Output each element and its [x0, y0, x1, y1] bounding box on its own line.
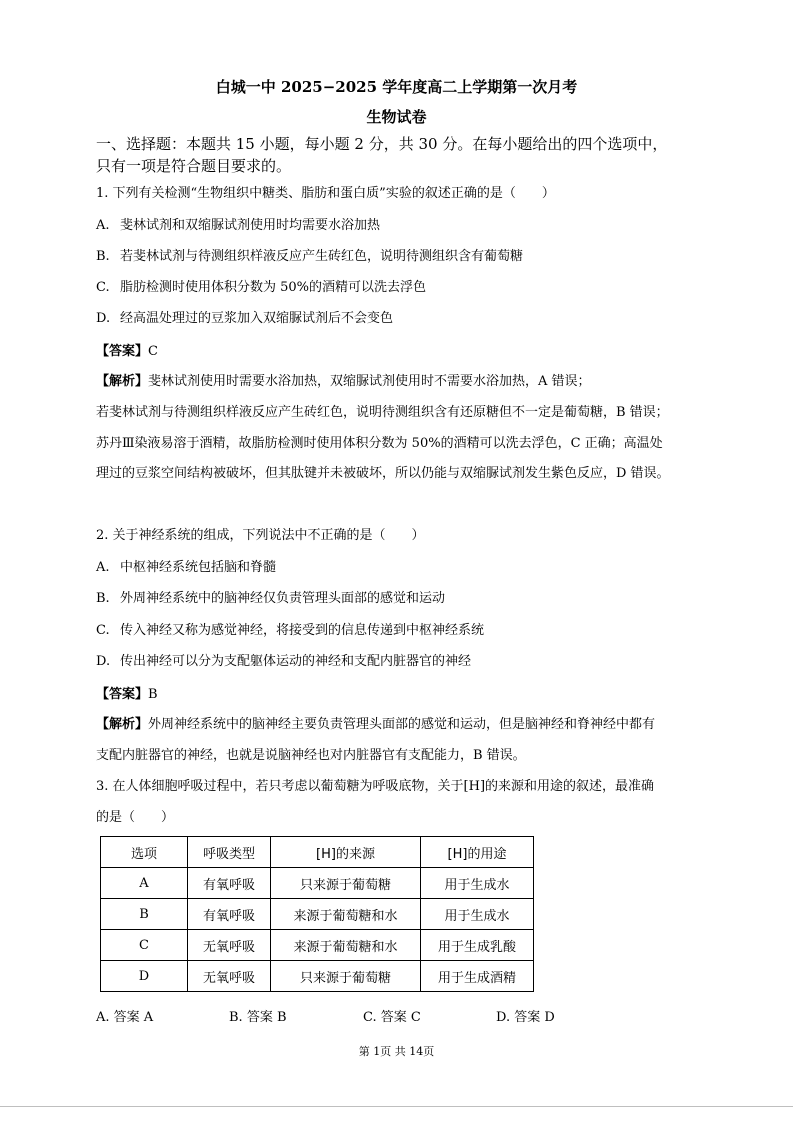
question-3-choice-a: A. 答案 A	[96, 1010, 154, 1025]
table-cell: C	[101, 930, 188, 961]
question-1-analysis-line4: 理过的豆浆空间结构被破坏，但其肽键并未被破坏，所以仍能与双缩脲试剂发生紫色反应，D 错误。	[96, 466, 670, 481]
option-label: B.	[96, 249, 110, 264]
table-header-cell: 呼吸类型	[188, 837, 271, 868]
analysis-label: 【解析】	[96, 374, 149, 389]
question-1-analysis-line1	[96, 370, 591, 389]
table-cell: 有氧呼吸	[188, 899, 271, 930]
analysis-label: 【解析】	[96, 717, 149, 732]
question-2-option-b	[96, 587, 445, 606]
table-cell: 用于生成水	[421, 868, 534, 899]
question-2-option-d	[96, 650, 471, 669]
option-label: C.	[96, 280, 110, 295]
analysis-text: 外周神经系统中的脑神经主要负责管理头面部的感觉和运动，但是脑神经和脊神经中都有	[148, 717, 656, 732]
question-2-option-c	[96, 619, 484, 638]
analysis-text: 斐林试剂使用时需要水浴加热，双缩脲试剂使用时不需要水浴加热，A 错误；	[148, 374, 591, 389]
table-header-cell: [H]的用途	[421, 837, 534, 868]
table-row	[101, 868, 534, 899]
bottom-divider	[0, 1106, 793, 1107]
table-cell: 无氧呼吸	[188, 961, 271, 992]
option-text: 外周神经系统中的脑神经仅负责管理头面部的感觉和运动	[120, 591, 446, 606]
table-cell: 有氧呼吸	[188, 868, 271, 899]
table-cell: 来源于葡萄糖和水	[271, 930, 421, 961]
table-cell: B	[101, 899, 188, 930]
option-label: D.	[96, 654, 111, 669]
table-row	[101, 930, 534, 961]
table-cell: D	[101, 961, 188, 992]
option-label: B.	[96, 591, 110, 606]
option-text: 传入神经又称为感觉神经，将接受到的信息传递到中枢神经系统	[120, 623, 485, 638]
question-3-choice-b: B. 答案 B	[229, 1010, 287, 1025]
option-text: 中枢神经系统包括脑和脊髓	[120, 560, 277, 575]
question-3-table	[100, 836, 534, 992]
question-3-choice-d: D. 答案 D	[496, 1010, 555, 1025]
question-3-stem-line2: 的是（ ）	[96, 810, 175, 825]
question-1-option-d	[96, 307, 393, 326]
question-2-option-a	[96, 556, 276, 575]
table-header-cell: [H]的来源	[271, 837, 421, 868]
table-cell: A	[101, 868, 188, 899]
option-label: C.	[96, 623, 110, 638]
table-cell: 来源于葡萄糖和水	[271, 899, 421, 930]
option-text: 脂肪检测时使用体积分数为 50%的酒精可以洗去浮色	[120, 280, 427, 295]
table-row	[101, 899, 534, 930]
table-cell: 用于生成水	[421, 899, 534, 930]
exam-subtitle: 生物试卷	[366, 108, 427, 126]
question-2-stem: 2. 关于神经系统的组成，下列说法中不正确的是（ ）	[96, 528, 425, 543]
table-cell: 用于生成乳酸	[421, 930, 534, 961]
table-row	[101, 961, 534, 992]
question-3-stem-line1: 3. 在人体细胞呼吸过程中，若只考虑以葡萄糖为呼吸底物，关于[H]的来源和用途的叙述，最准确	[96, 779, 655, 794]
section-heading-line1: 一、选择题：本题共 15 小题，每小题 2 分，共 30 分。在每小题给出的四个选项中，	[96, 135, 668, 153]
question-1-option-c	[96, 276, 426, 295]
question-1-option-b	[96, 245, 523, 264]
table-cell: 无氧呼吸	[188, 930, 271, 961]
question-1-analysis-line3: 苏丹Ⅲ染液易溶于酒精，故脂肪检测时使用体积分数为 50%的酒精可以洗去浮色，C 正确；高温处	[96, 436, 663, 451]
exam-title: 白城一中 2025−2025 学年度高二上学期第一次月考	[215, 78, 578, 96]
answer-label: 【答案】	[96, 344, 149, 359]
section-heading-line2: 只有一项是符合题目要求的。	[96, 157, 292, 175]
question-3-choice-c: C. 答案 C	[363, 1010, 421, 1025]
answer-value: B	[148, 687, 158, 702]
answer-value: C	[148, 344, 158, 359]
option-text: 斐林试剂和双缩脲试剂使用时均需要水浴加热	[120, 218, 381, 233]
table-header-row	[101, 837, 534, 868]
option-text: 经高温处理过的豆浆加入双缩脲试剂后不会变色	[120, 311, 394, 326]
question-1-option-a	[96, 214, 380, 233]
table-header-cell: 选项	[101, 837, 188, 868]
option-label: A.	[96, 218, 110, 233]
option-label: D.	[96, 311, 111, 326]
table-cell: 用于生成酒精	[421, 961, 534, 992]
question-2-analysis-line1	[96, 713, 655, 732]
question-1-stem: 1. 下列有关检测“生物组织中糖类、脂肪和蛋白质”实验的叙述正确的是（ ）	[96, 186, 555, 201]
question-2-answer	[96, 683, 158, 702]
option-text: 传出神经可以分为支配躯体运动的神经和支配内脏器官的神经	[120, 654, 472, 669]
page-footer: 第 1页 共 14页	[358, 1045, 435, 1058]
option-label: A.	[96, 560, 110, 575]
table-cell: 只来源于葡萄糖	[271, 961, 421, 992]
answer-label: 【答案】	[96, 687, 149, 702]
question-1-analysis-line2: 若斐林试剂与待测组织样液反应产生砖红色，说明待测组织含有还原糖但不一定是葡萄糖，B 错误；	[96, 405, 669, 420]
option-text: 若斐林试剂与待测组织样液反应产生砖红色，说明待测组织含有葡萄糖	[120, 249, 524, 264]
question-2-analysis-line2: 支配内脏器官的神经，也就是说脑神经也对内脏器官有支配能力，B 错误。	[96, 748, 526, 763]
table-cell: 只来源于葡萄糖	[271, 868, 421, 899]
question-1-answer	[96, 340, 158, 359]
